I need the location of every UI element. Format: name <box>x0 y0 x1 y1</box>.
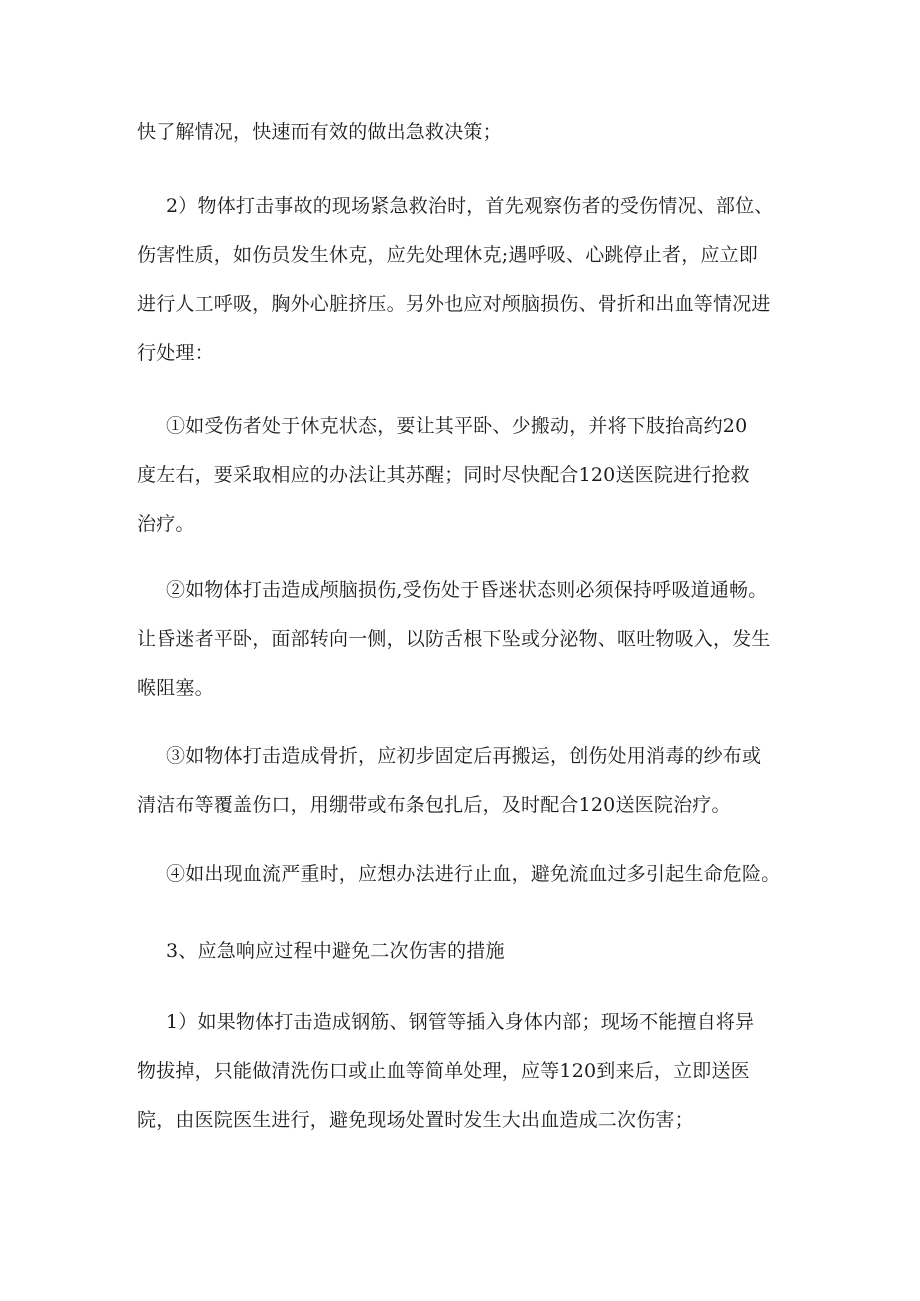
text-line: 快了解情况，快速而有效的做出急救决策； <box>137 121 502 143</box>
text-line: 伤害性质，如伤员发生休克，应先处理休克;遇呼吸、心跳停止者，应立即 <box>137 244 759 266</box>
text-line: 物拔掉，只能做清洗伤口或止血等简单处理，应等120到来后，立即送医 <box>137 1060 750 1082</box>
text-line: 清洁布等覆盖伤口，用绷带或布条包扎后，及时配合120送医院治疗。 <box>137 794 731 816</box>
text-line: ④如出现血流严重时，应想办法进行止血，避免流血过多引起生命危险。 <box>166 863 781 885</box>
text-line: 2）物体打击事故的现场紧急救治时，首先观察伤者的受伤情况、部位、 <box>166 195 774 217</box>
text-line: 喉阻塞。 <box>137 677 214 699</box>
text-line: ②如物体打击造成颅脑损伤,受伤处于昏迷状态则必须保持呼吸道通畅。 <box>166 579 768 601</box>
text-line: 行处理： <box>137 342 214 364</box>
text-line: 1）如果物体打击造成钢筋、钢管等插入身体内部；现场不能擅自将异 <box>166 1011 755 1033</box>
text-line: 治疗。 <box>137 513 195 535</box>
text-line: 进行人工呼吸，胸外心脏挤压。另外也应对颅脑损伤、骨折和出血等情况进 <box>137 293 771 315</box>
section-heading: 3、应急响应过程中避免二次伤害的措施 <box>166 940 505 962</box>
text-line: ①如受伤者处于休克状态，要让其平卧、少搬动，并将下肢抬高约20 <box>166 415 748 437</box>
text-line: 院，由医院医生进行，避免现场处置时发生大出血造成二次伤害； <box>137 1109 694 1131</box>
text-line: 让昏迷者平卧，面部转向一侧，以防舌根下坠或分泌物、呕吐物吸入，发生 <box>137 628 771 650</box>
text-line: 度左右，要采取相应的办法让其苏醒；同时尽快配合120送医院进行抢救 <box>137 464 750 486</box>
text-line: ③如物体打击造成骨折，应初步固定后再搬运，创伤处用消毒的纱布或 <box>166 745 762 767</box>
